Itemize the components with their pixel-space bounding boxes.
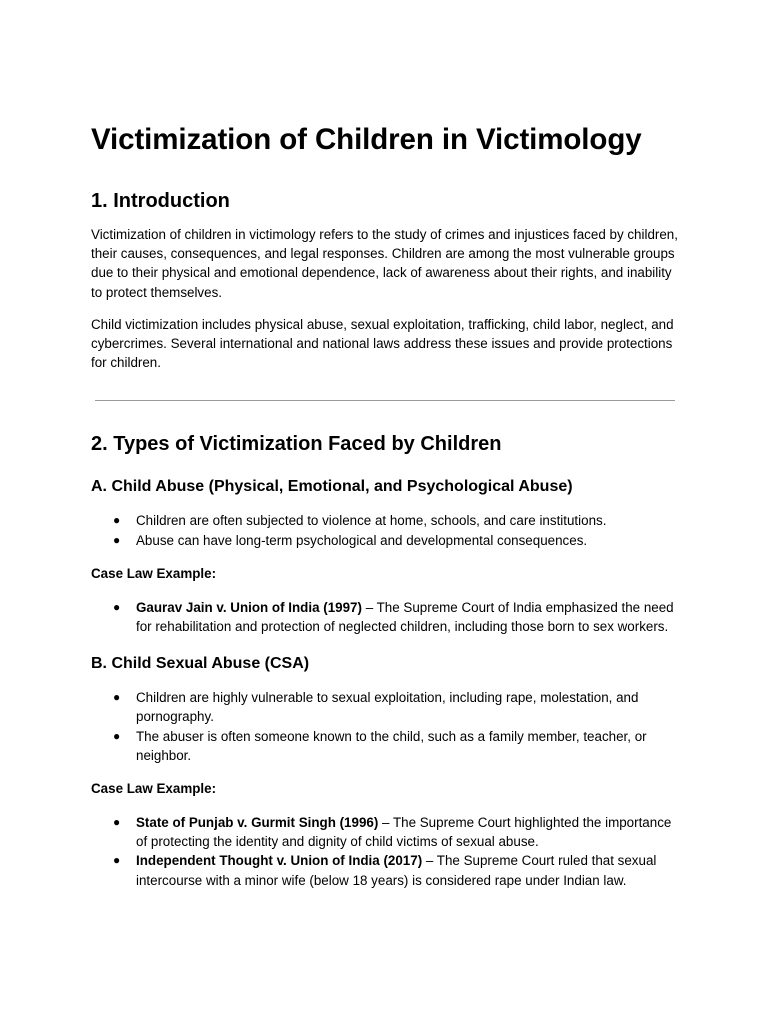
subsection-heading-child-sexual-abuse: B. Child Sexual Abuse (CSA)	[91, 655, 310, 673]
bullet-icon: ●	[113, 513, 121, 528]
list-item	[91, 511, 681, 530]
section-heading-types: 2. Types of Victimization Faced by Children	[91, 433, 502, 456]
child-abuse-case-list	[91, 598, 681, 636]
child-sexual-abuse-case-list	[91, 813, 681, 890]
case-description: – The Supreme Court of India emphasized the need for rehabilitation and protection of neglected children, including those born to sex workers.	[136, 599, 674, 635]
bullet-icon: ●	[113, 853, 121, 868]
section-divider	[95, 400, 675, 401]
document-title: Victimization of Children in Victimology	[91, 123, 642, 156]
case-name: State of Punjab v. Gurmit Singh (1996)	[136, 815, 379, 831]
child-sexual-abuse-bullet-list	[91, 688, 681, 765]
list-item	[91, 598, 681, 636]
bullet-icon: ●	[113, 728, 121, 743]
list-item	[91, 531, 681, 550]
case-description: – The Supreme Court ruled that sexual intercourse with a minor wife (below 18 years) is considered rape under Indian law.	[136, 853, 657, 888]
list-item-text: Abuse can have long-term psychological and developmental consequences.	[136, 532, 588, 548]
bullet-icon: ●	[113, 690, 121, 705]
list-item-text: Children are often subjected to violence at home, schools, and care institutions.	[136, 513, 607, 529]
case-name: Independent Thought v. Union of India (2017)	[136, 853, 423, 869]
list-item	[91, 727, 681, 765]
intro-paragraph: Child victimization includes physical abuse, sexual exploitation, trafficking, child labor, neglect, and cybercrimes. Several international and national laws address these issues and provide protections for children.	[91, 316, 674, 371]
list-item-text: The abuser is often someone known to the child, such as a family member, teacher, or neighbor.	[136, 728, 647, 763]
list-item	[91, 813, 681, 851]
bullet-icon: ●	[113, 532, 121, 547]
case-law-label: Case Law Example:	[91, 781, 217, 797]
case-name: Gaurav Jain v. Union of India (1997)	[136, 599, 362, 615]
case-law-label: Case Law Example:	[91, 565, 217, 581]
list-item	[91, 688, 681, 726]
list-item-text: Children are highly vulnerable to sexual exploitation, including rape, molestation, and pornography.	[136, 690, 639, 725]
intro-paragraph: Victimization of children in victimology refers to the study of crimes and injustices faced by children, their causes, consequences, and legal responses. Children are among the most vulnerable groups due to their physical and emotional dependence, lack of awareness about their rights, and inability to protect themselves.	[91, 227, 678, 300]
case-description: – The Supreme Court highlighted the importance of protecting the identity and dignity of child victims of sexual abuse.	[136, 815, 672, 850]
bullet-icon: ●	[113, 599, 121, 614]
child-abuse-bullet-list	[91, 511, 681, 549]
document-page	[91, 122, 681, 890]
list-item	[91, 851, 681, 889]
subsection-heading-child-abuse: A. Child Abuse (Physical, Emotional, and Psychological Abuse)	[91, 478, 573, 496]
section-heading-introduction: 1. Introduction	[91, 190, 230, 212]
bullet-icon: ●	[113, 815, 121, 830]
